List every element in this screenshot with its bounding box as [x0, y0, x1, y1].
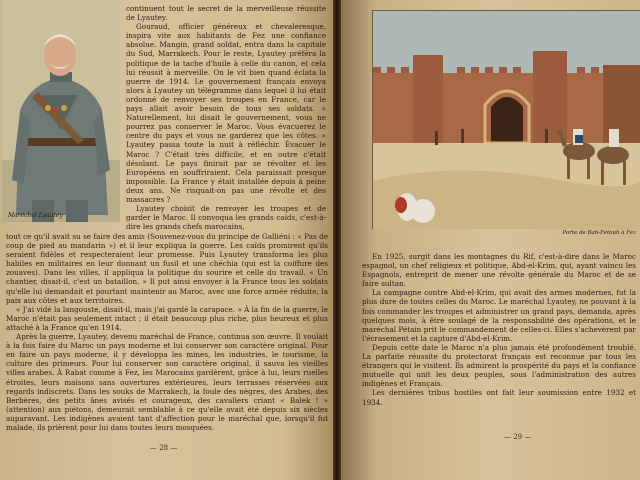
bab-fetouh-gate-illustration: [372, 10, 640, 229]
paragraph: continuent tout le secret de la merveilleuse réussite de Lyautey.: [126, 4, 326, 23]
right-page-body-text: [362, 252, 636, 407]
gate-painting: [373, 11, 640, 229]
paragraph: Depuis cette date le Maroc n'a plus jamais été profondément troublé. La parfaite réussite du protectorat français est reconnue par tous les étrangers qui le visitent. Ils admirent la prospérité du pays et la confiance mutuelle qui unit les deux peuples, sous l'administration des autres indigènes et Français.: [362, 342, 636, 389]
paragraph: Après la guerre, Lyautey, devenu maréchal de France, continua son œuvre. Il voulait à la fois faire du Maroc un pays moderne et lui conserver son caractère original. Pour en faire un pays moderne, il y développa les mines, les industries, le tourisme, la culture des primeurs. Pour lui conserver son caractère original, il sauva les vieilles villes arabes. À Rabat comme à Fez, les Marocains gardèrent, grâce à lui, leurs ruelles étroites, leurs maisons sans ouvertures extérieures, leurs terrasses réservées aux regards indiscrets. Dans les souks de Marrakech, la foule des nègres, des Arabes, des Berbères, des petits ânes avisés et courageux, des cavaliers criant « Balek ! » (attention) aux piétons, demeurait semblable à ce qu'elle avait été depuis six siècles auparavant. Les indigènes avaient tant d'affection pour le maréchal que, lorsqu'il fut malade, ils prièrent pour lui dans toutes leurs mosquées.: [6, 332, 328, 432]
page-number: — 28 —: [150, 444, 178, 452]
paragraph: Les dernières tribus hostiles ont fait leur soumission entre 1932 et 1934.: [362, 388, 636, 407]
paragraph: « J'ai vidé la langouste, disait-il, mais j'ai gardé la carapace. » À la fin de la guerre, le Maroc n'était pas seulement intact ; il était beaucoup plus riche, plus heureux et plus attaché à la France qu'en 1914.: [6, 304, 328, 332]
paragraph: tout ce qu'il avait su se faire des amis (Souvenez-vous du principe de Galliéni : « Pas de coup de pied au mandarin ») et il leur expliqua la guerre. Les caïds promirent qu'ils seraient fidèles et respecteraient leur promesse. Puis Lyautey transforma les plus habiles en militaires en leur donnant un fusil et une chéchia (qui est la coiffure des zouaves). Dans les villes, il appliqua la politique du sourire et celle du travail. « Un chantier, disait-il, c'est un bataillon. » Il put ainsi envoyer à la France tous les soldats qu'elle lui demandait et pourtant maintenir au Maroc, avec une force armée réduite, la paix aux côtes et aux territoires.: [6, 232, 328, 305]
paragraph: En 1925, surgit dans les montagnes du Rif, c'est-à-dire dans le Maroc espagnol, un chef religieux et politique, Abd-el-Krim, qui, ayant vaincu les Espagnols, entreprit de mener une révolte générale du Maroc et de se faire sultan.: [362, 252, 636, 289]
portrait-illustration: [2, 0, 120, 222]
paragraph: Gouraud, officier généreux et chevaleresque, inspira vite aux habitants de Fez une confiance absolue. Mangin, grand soldat, entra dans la capitale du Sud, Marrakech. Pour le reste, Lyautey préféra la politique de la tache d'huile à celle du canon, et cela lui réussit à merveille. On le vit bien quand éclata la guerre de 1914. Le gouvernement français envoya alors à Lyautey un télégramme dans lequel il lui était ordonné de renvoyer ses troupes en France, car le pays allait avoir besoin de tous ses soldats. « Naturellement, lui disait le gouvernement, vous ne pourrez pas conserver le Maroc. Vous évacuerez le centre du pays et vous ne garderez que les côtes. » Lyautey passa toute la nuit à réfléchir. Évacuer le Maroc ? C'était très difficile, et en outre c'était désolant. Le pays finirait par se révolter et les Européens en souffriraient. Cela paraissait presque impossible. La France y était installée depuis à peine deux ans. Ne risquait-on pas une révolte et des massacres ?: [126, 22, 326, 204]
left-page-body-text: [6, 232, 328, 432]
page-number: — 29 —: [504, 433, 532, 441]
paragraph: La campagne contre Abd-el-Krim, qui avait des armes modernes, fut la plus dure de toutes celles du Maroc. Le maréchal Lyautey, ne pouvant à la fois commander les troupes et administrer un grand pays, demanda, après quelques mois, à être soulagé de la responsabilité des opérations, et le maréchal Pétain prit le commandement de celles-ci. Elles s'achevèrent par l'écrasement et la capture d'Abd-el-Krim.: [362, 288, 636, 343]
paragraph: Lyautey choisit de renvoyer les troupes et de garder le Maroc. Il convoqua les grands caïds, c'est-à-dire les grands chefs marocains,: [126, 204, 326, 232]
illustration-caption: Porte de Bab-Fetouh à Fez: [562, 230, 636, 236]
marshal-lyautey-portrait: [2, 0, 120, 222]
book-gutter: [333, 0, 341, 480]
portrait-caption: Maréchal Lyautey: [8, 212, 63, 219]
left-page-column-text: [126, 4, 326, 231]
